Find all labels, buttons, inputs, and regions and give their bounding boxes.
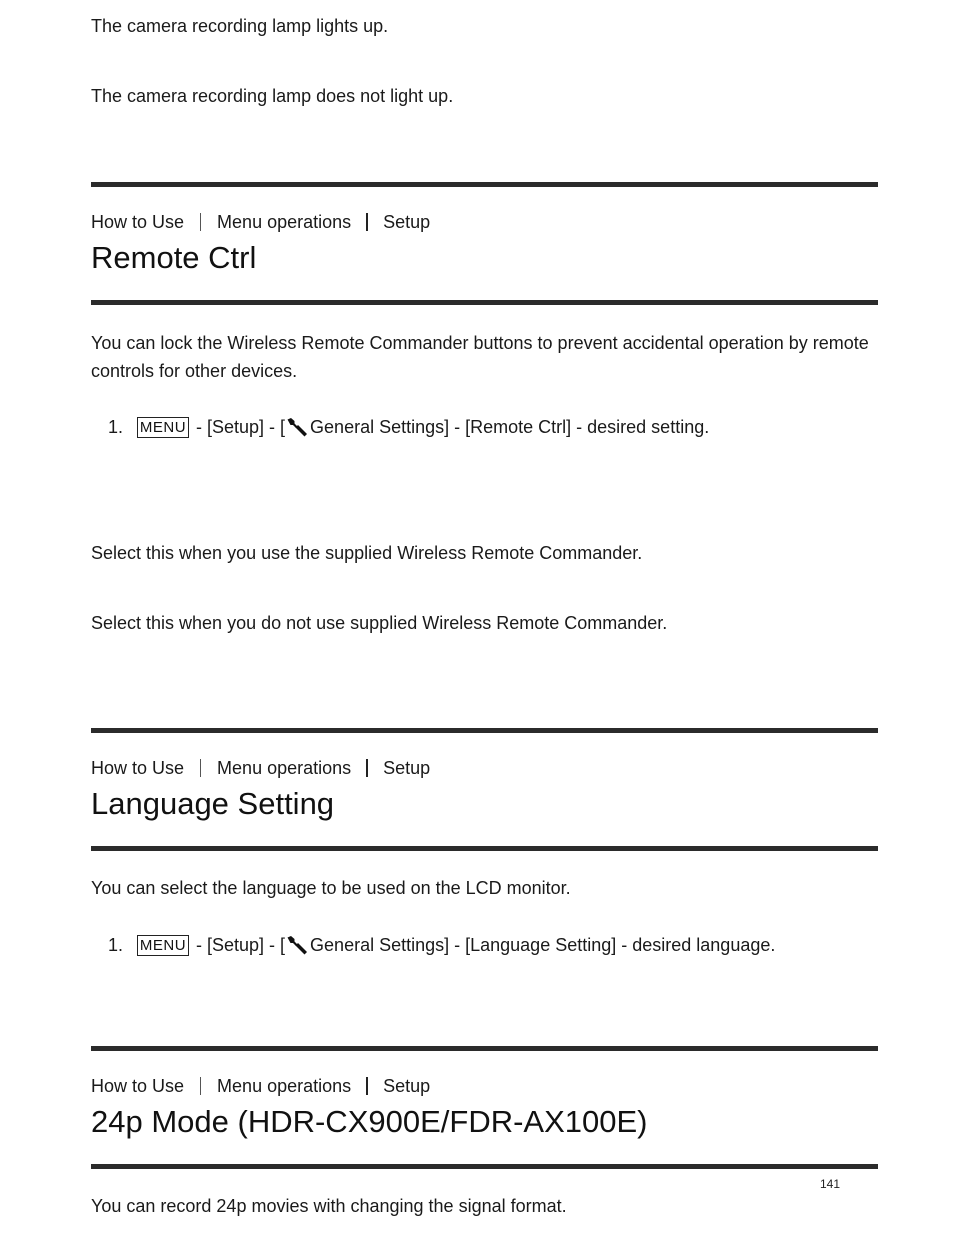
- wrench-icon: [285, 415, 309, 439]
- step-text-prefix: - [Setup] - [: [196, 417, 286, 437]
- breadcrumb-separator: [366, 1077, 368, 1095]
- option-on-description: Select this when you use the supplied Wireless Remote Commander.: [91, 543, 643, 563]
- breadcrumb-separator: [366, 213, 368, 231]
- section-divider-top: [91, 1046, 878, 1051]
- remote-ctrl-intro: You can lock the Wireless Remote Commander buttons to prevent accidental operation by remote controls for other devices.: [91, 333, 869, 381]
- step-text-suffix: General Settings] - [Language Setting] - desired language.: [310, 935, 776, 955]
- step-text-prefix: - [Setup] - [: [196, 935, 286, 955]
- step-number: 1.: [108, 935, 124, 955]
- language-setting-step-1: [108, 932, 775, 958]
- breadcrumb-separator: [366, 759, 368, 777]
- page-title-24p-mode: 24p Mode (HDR-CX900E/FDR-AX100E): [91, 1104, 648, 1139]
- breadcrumb-separator: [200, 1077, 201, 1095]
- section-divider-bottom: [91, 300, 878, 305]
- 24p-mode-intro: You can record 24p movies with changing the signal format.: [91, 1196, 567, 1216]
- breadcrumb-how-to-use[interactable]: How to Use: [91, 758, 185, 778]
- menu-button-icon[interactable]: MENU: [137, 935, 189, 956]
- option-off-description: Select this when you do not use supplied Wireless Remote Commander.: [91, 613, 668, 633]
- step-text-suffix: General Settings] - [Remote Ctrl] - desired setting.: [310, 417, 710, 437]
- breadcrumb-setup[interactable]: Setup: [383, 1076, 431, 1096]
- lamp-on-description: The camera recording lamp lights up.: [91, 16, 389, 36]
- page-title-remote-ctrl: Remote Ctrl: [91, 240, 257, 275]
- breadcrumb: [91, 757, 430, 779]
- step-number: 1.: [108, 417, 124, 437]
- breadcrumb-how-to-use[interactable]: How to Use: [91, 1076, 185, 1096]
- breadcrumb: [91, 211, 430, 233]
- lamp-off-description: The camera recording lamp does not light up.: [91, 86, 454, 106]
- menu-button-icon[interactable]: MENU: [137, 417, 189, 438]
- breadcrumb-how-to-use[interactable]: How to Use: [91, 212, 185, 232]
- breadcrumb: [91, 1075, 430, 1097]
- breadcrumb-separator: [200, 213, 201, 231]
- language-setting-intro: You can select the language to be used on the LCD monitor.: [91, 878, 571, 898]
- breadcrumb-menu-operations[interactable]: Menu operations: [217, 1076, 352, 1096]
- section-divider-top: [91, 728, 878, 733]
- section-divider-bottom: [91, 846, 878, 851]
- page-title-language-setting: Language Setting: [91, 786, 335, 821]
- section-divider-bottom: [91, 1164, 878, 1169]
- wrench-icon: [285, 933, 309, 957]
- remote-ctrl-step-1: [108, 414, 709, 440]
- page-number: 141: [820, 1177, 841, 1191]
- breadcrumb-menu-operations[interactable]: Menu operations: [217, 758, 352, 778]
- breadcrumb-menu-operations[interactable]: Menu operations: [217, 212, 352, 232]
- section-divider-top: [91, 182, 878, 187]
- breadcrumb-separator: [200, 759, 201, 777]
- breadcrumb-setup[interactable]: Setup: [383, 212, 431, 232]
- breadcrumb-setup[interactable]: Setup: [383, 758, 431, 778]
